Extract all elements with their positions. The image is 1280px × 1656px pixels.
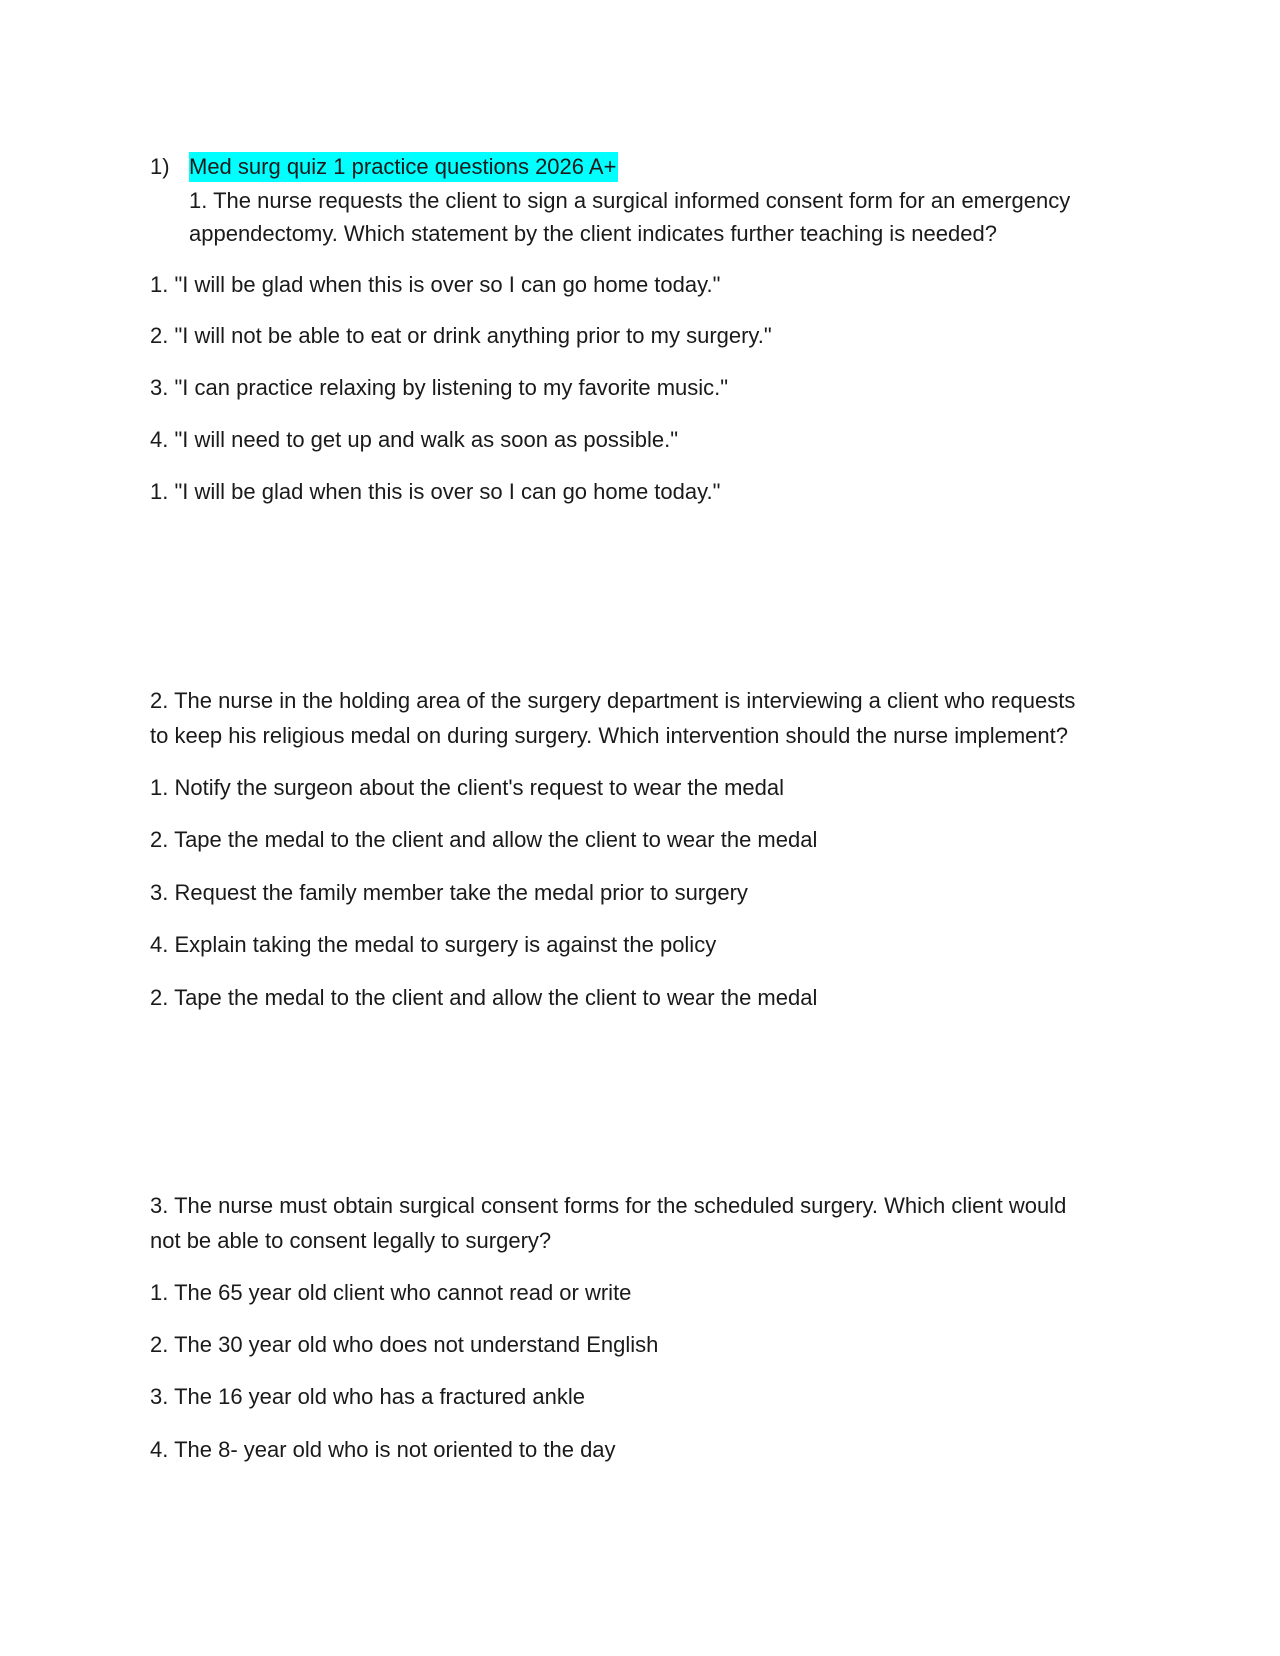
question-2-answer: 2. Tape the medal to the client and allow the client to wear the medal <box>150 985 818 1010</box>
heading-title-highlighted: Med surg quiz 1 practice questions 2026 A+ <box>189 152 618 182</box>
question-3-option-3: 3. The 16 year old who has a fractured ankle <box>150 1384 585 1409</box>
heading-number: 1) <box>150 154 170 179</box>
question-3-option-2: 2. The 30 year old who does not understand English <box>150 1332 659 1357</box>
question-1-stem-line-2: appendectomy. Which statement by the client indicates further teaching is needed? <box>189 221 997 246</box>
question-2-option-1: 1. Notify the surgeon about the client's request to wear the medal <box>150 775 785 800</box>
question-1-option-3: 3. "I can practice relaxing by listening to my favorite music." <box>150 375 729 400</box>
question-2-option-3: 3. Request the family member take the medal prior to surgery <box>150 880 748 905</box>
question-1-stem-line-1: 1. The nurse requests the client to sign a surgical informed consent form for an emergency <box>189 188 1071 213</box>
question-2-option-2: 2. Tape the medal to the client and allow the client to wear the medal <box>150 827 818 852</box>
question-2-stem-line-2: to keep his religious medal on during surgery. Which intervention should the nurse implement? <box>150 723 1068 748</box>
question-1-option-2: 2. "I will not be able to eat or drink anything prior to my surgery." <box>150 323 772 348</box>
question-3-option-1: 1. The 65 year old client who cannot read or write <box>150 1280 632 1305</box>
question-3-option-4: 4. The 8- year old who is not oriented to the day <box>150 1437 616 1462</box>
question-2-stem-line-1: 2. The nurse in the holding area of the surgery department is interviewing a client who requests <box>150 688 1076 713</box>
question-1-answer: 1. "I will be glad when this is over so I can go home today." <box>150 479 721 504</box>
question-1-option-4: 4. "I will need to get up and walk as soon as possible." <box>150 427 679 452</box>
question-2-option-4: 4. Explain taking the medal to surgery is against the policy <box>150 932 717 957</box>
question-3-stem-line-2: not be able to consent legally to surgery? <box>150 1228 552 1253</box>
question-3-stem-line-1: 3. The nurse must obtain surgical consent forms for the scheduled surgery. Which client would <box>150 1193 1067 1218</box>
question-1-option-1: 1. "I will be glad when this is over so I can go home today." <box>150 272 721 297</box>
